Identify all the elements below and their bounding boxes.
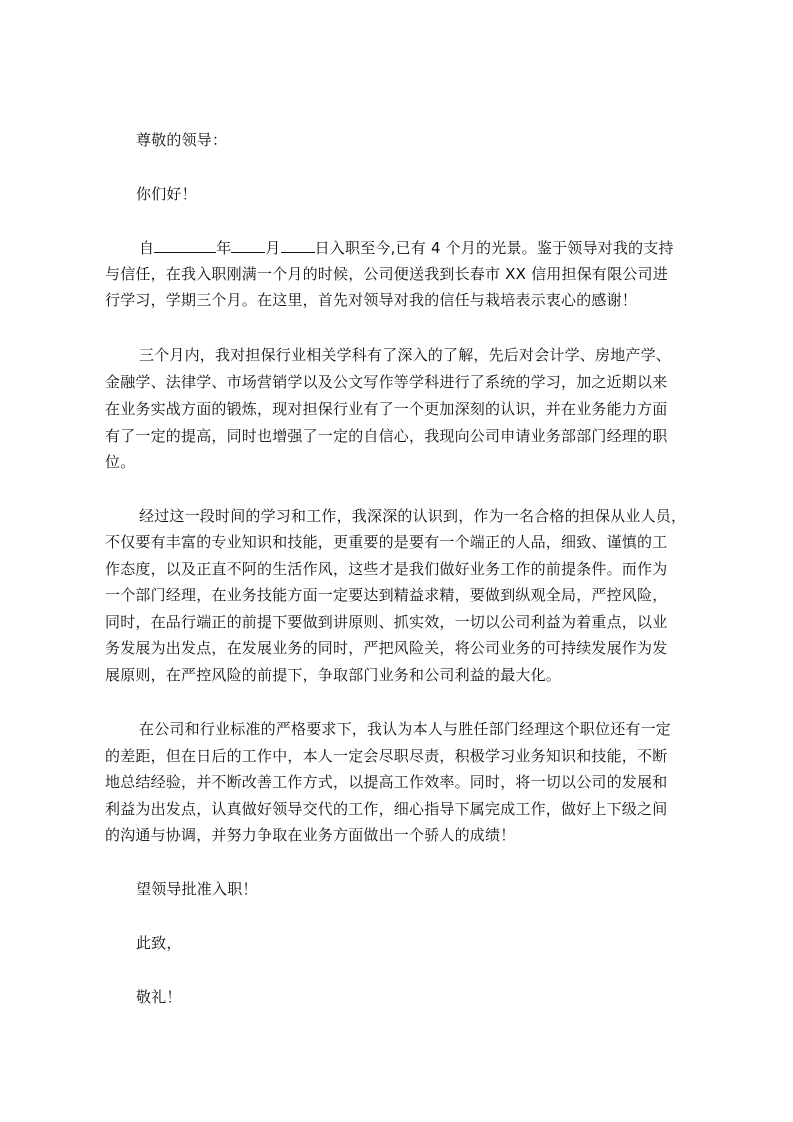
paragraph-3-line-6: 务发展为出发点，在发展业务的同时，严把风险关，将公司业务的可持续发展作为发 — [105, 639, 668, 657]
paragraph-3-line-3: 作态度，以及正直不阿的生活作风，这些才是我们做好业务工作的前提条件。而作为 — [105, 560, 668, 578]
closing-line-2: 敬礼！ — [136, 988, 182, 1006]
closing-line-1: 此致， — [136, 934, 182, 952]
text-nian: 年 — [216, 239, 232, 257]
text-zi: 自 — [139, 239, 155, 257]
text-rest: 日入职至今,已有 4 个月的光景。鉴于领导对我的支持 — [314, 239, 674, 257]
paragraph-2-line-5: 位。 — [105, 453, 136, 471]
salutation: 尊敬的领导： — [136, 131, 228, 149]
paragraph-4-line-2: 的差距，但在日后的工作中，本人一定会尽职尽责，积极学习业务知识和技能，不断 — [105, 747, 668, 765]
greeting: 你们好！ — [136, 185, 197, 203]
paragraph-3-line-4: 一个部门经理，在业务技能方面一定要达到精益求精，要做到纵观全局，严控风险， — [105, 586, 668, 604]
paragraph-4-line-5: 的沟通与协调，并努力争取在业务方面做出一个骄人的成绩！ — [105, 826, 516, 844]
paragraph-4-line-1: 在公司和行业标准的严格要求下，我认为本人与胜任部门经理这个职位还有一定 — [139, 720, 672, 738]
blank-month — [231, 238, 265, 253]
paragraph-2-line-3: 在业务实战方面的锻炼，现对担保行业有了一个更加深刻的认识，并在业务能力方面 — [105, 400, 668, 418]
paragraph-2-line-2: 金融学、法律学、市场营销学以及公文写作等学科进行了系统的学习，加之近期以来 — [105, 373, 668, 391]
paragraph-2-line-1: 三个月内，我对担保行业相关学科有了深入的了解，先后对会计学、房地产学、 — [139, 346, 672, 364]
paragraph-4-line-3: 地总结经验，并不断改善工作方式，以提高工作效率。同时，将一切以公司的发展和 — [105, 773, 668, 791]
paragraph-4-line-4: 利益为出发点，认真做好领导交代的工作，细心指导下属完成工作，做好上下级之间 — [105, 800, 668, 818]
paragraph-3-line-1: 经过这一段时间的学习和工作，我深深的认识到，作为一名合格的担保从业人员， — [139, 507, 687, 525]
paragraph-3-line-2: 不仅要有丰富的专业知识和技能，更重要的是要有一个端正的人品，细致、谨慎的工 — [105, 533, 668, 551]
paragraph-1-line-1 — [139, 238, 674, 258]
paragraph-1-line-2: 与信任，在我入职刚满一个月的时候，公司便送我到长春市 XX 信用担保有限公司进 — [105, 265, 668, 283]
blank-day — [281, 238, 315, 253]
text-yue: 月 — [265, 239, 281, 257]
paragraph-3-line-7: 展原则，在严控风险的前提下，争取部门业务和公司利益的最大化。 — [105, 666, 562, 684]
request-line: 望领导批准入职！ — [136, 880, 258, 898]
paragraph-1-line-3: 行学习，学期三个月。在这里，首先对领导对我的信任与栽培表示衷心的感谢！ — [105, 291, 638, 309]
blank-year — [154, 238, 216, 253]
paragraph-2-line-4: 有了一定的提高，同时也增强了一定的自信心，我现向公司申请业务部部门经理的职 — [105, 427, 668, 445]
paragraph-3-line-5: 同时，在品行端正的前提下要做到讲原则、抓实效，一切以公司利益为着重点，以业 — [105, 613, 668, 631]
